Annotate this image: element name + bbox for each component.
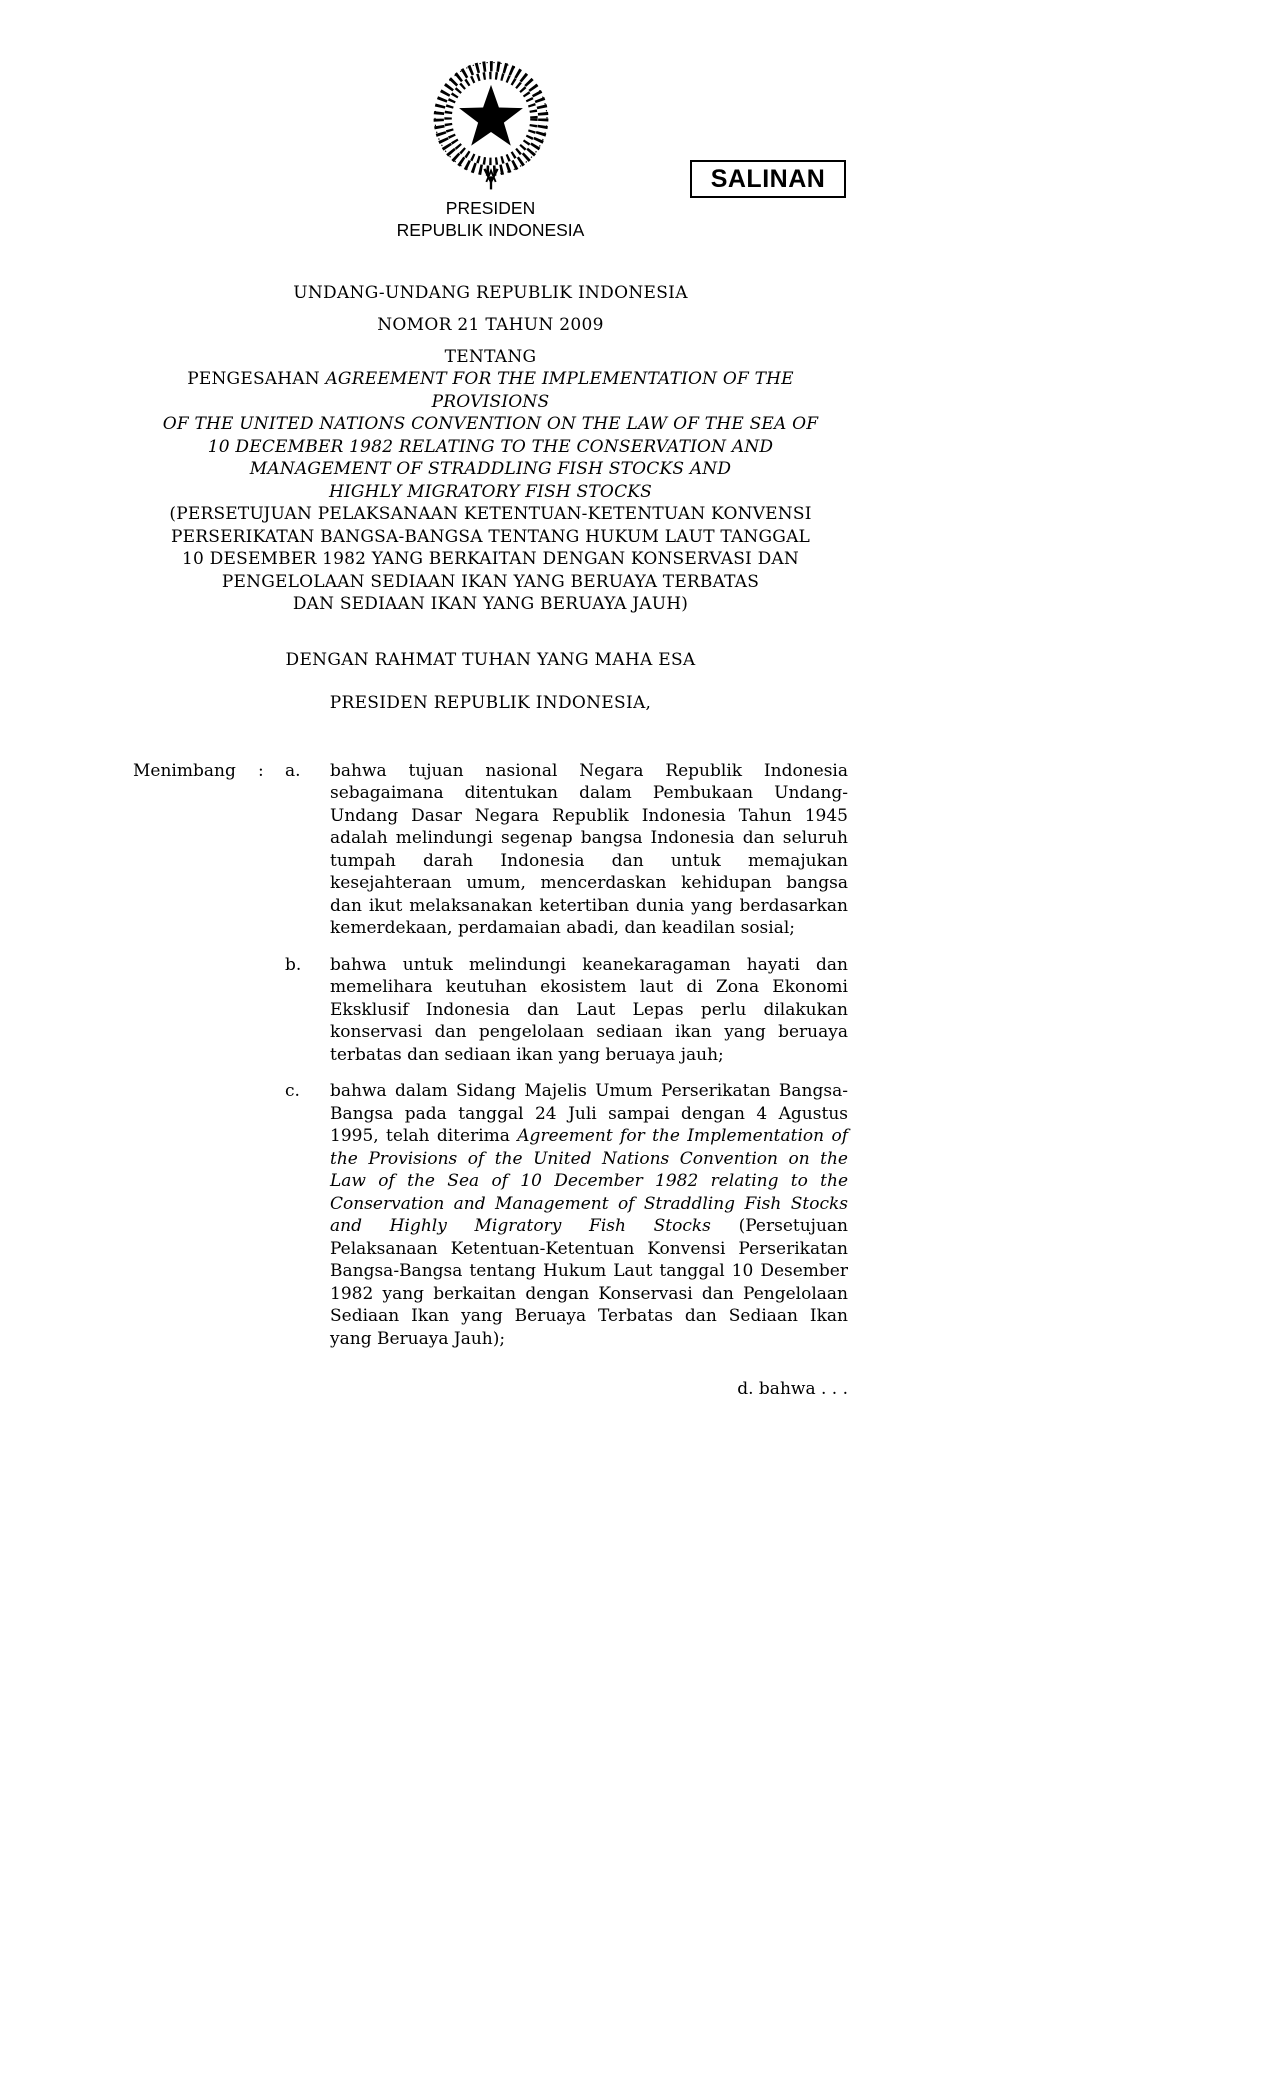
considerations-section — [133, 760, 848, 1351]
subject-line: PERSERIKATAN BANGSA-BANGSA TENTANG HUKUM LAUT TANGGAL — [170, 526, 811, 547]
catchword: d. bahwa . . . — [737, 1379, 848, 1399]
consideration-item — [285, 954, 848, 1067]
considerations-label: Menimbang — [133, 760, 236, 781]
salinan-stamp-label: SALINAN — [710, 164, 826, 193]
letterhead — [133, 55, 848, 241]
invocation-line: DENGAN RAHMAT TUHAN YANG MAHA ESA — [285, 649, 696, 670]
considerations-list — [285, 760, 848, 1351]
subject-line: HIGHLY MIGRATORY FISH STOCKS — [328, 481, 653, 502]
presidential-seal-icon — [423, 55, 559, 195]
consideration-text: bahwa untuk melindungi keanekaragaman hayati dan memelihara keutuhan ekosistem laut di Zona Ekonomi Eksklusif Indonesia dan Laut Lepas perlu dilakukan konservasi dan pengelolaan sediaan ikan yang beruaya terbatas dan sediaan ikan yang beruaya jauh; — [330, 954, 848, 1065]
subject-line: OF THE UNITED NATIONS CONVENTION ON THE LAW OF THE SEA OF — [162, 414, 819, 434]
letterhead-text — [133, 197, 848, 241]
subject-line: 10 DECEMBER 1982 RELATING TO THE CONSERVATION AND — [207, 436, 774, 457]
consideration-item — [285, 760, 848, 940]
subject-english — [133, 368, 848, 503]
subject-indonesian — [133, 503, 848, 616]
subject-line: 10 DESEMBER 1982 YANG BERKAITAN DENGAN KONSERVASI DAN — [182, 549, 799, 569]
consideration-item — [285, 1080, 848, 1350]
consideration-marker: a. — [285, 760, 301, 781]
letterhead-line-republik: REPUBLIK INDONESIA — [396, 220, 585, 240]
tentang-line: TENTANG — [444, 347, 537, 367]
subject-line: (PERSETUJUAN PELAKSANAAN KETENTUAN-KETENTUAN KONVENSI — [169, 504, 812, 524]
subject-line: PENGESAHAN AGREEMENT FOR THE IMPLEMENTATION OF THE PROVISIONS — [187, 369, 794, 412]
law-number-line: NOMOR 21 TAHUN 2009 — [377, 315, 604, 335]
subject-line: MANAGEMENT OF STRADDLING FISH STOCKS AND — [249, 459, 732, 479]
document-content — [133, 55, 848, 1400]
law-title — [133, 282, 848, 368]
considerations-separator: : — [258, 760, 264, 781]
letterhead-line-presiden: PRESIDEN — [445, 198, 536, 218]
subject-line: PENGELOLAAN SEDIAAN IKAN YANG BERUAYA TERBATAS — [221, 571, 760, 592]
law-title-line1: UNDANG-UNDANG REPUBLIK INDONESIA — [293, 283, 688, 303]
consideration-text: bahwa dalam Sidang Majelis Umum Perserikatan Bangsa-Bangsa pada tanggal 24 Juli sampai dengan 4 Agustus 1995, telah diterima Agreement for the Implementation of the Provisions of the United Nations Convention on the Law of the Sea of 10 December 1982 relating to the Conservation and Management of Straddling Fish Stocks and Highly Migratory Fish Stocks (Persetujuan Pelaksanaan Ketentuan-Ketentuan Konvensi Perserikatan Bangsa-Bangsa tentang Hukum Laut tanggal 10 Desember 1982 yang berkaitan dengan Konservasi dan Pengelolaan Sediaan Ikan yang Beruaya Terbatas dan Sediaan Ikan yang Beruaya Jauh); — [330, 1081, 848, 1349]
consideration-marker: b. — [285, 954, 302, 975]
subject-prefix: PENGESAHAN — [187, 369, 326, 389]
authority-line: PRESIDEN REPUBLIK INDONESIA, — [329, 692, 652, 713]
subject-line: DAN SEDIAAN IKAN YANG BERUAYA JAUH) — [292, 594, 689, 614]
consideration-marker: c. — [285, 1081, 300, 1101]
consideration-text: bahwa tujuan nasional Negara Republik Indonesia sebagaimana ditentukan dalam Pembukaan Undang-Undang Dasar Negara Republik Indonesia Tahun 1945 adalah melindungi segenap bangsa Indonesia dan seluruh tumpah darah Indonesia dan untuk memajukan kesejahteraan umum, mencerdaskan kehidupan bangsa dan ikut melaksanakan ketertiban dunia yang berdasarkan kemerdekaan, perdamaian abadi, dan keadilan sosial; — [330, 760, 848, 938]
